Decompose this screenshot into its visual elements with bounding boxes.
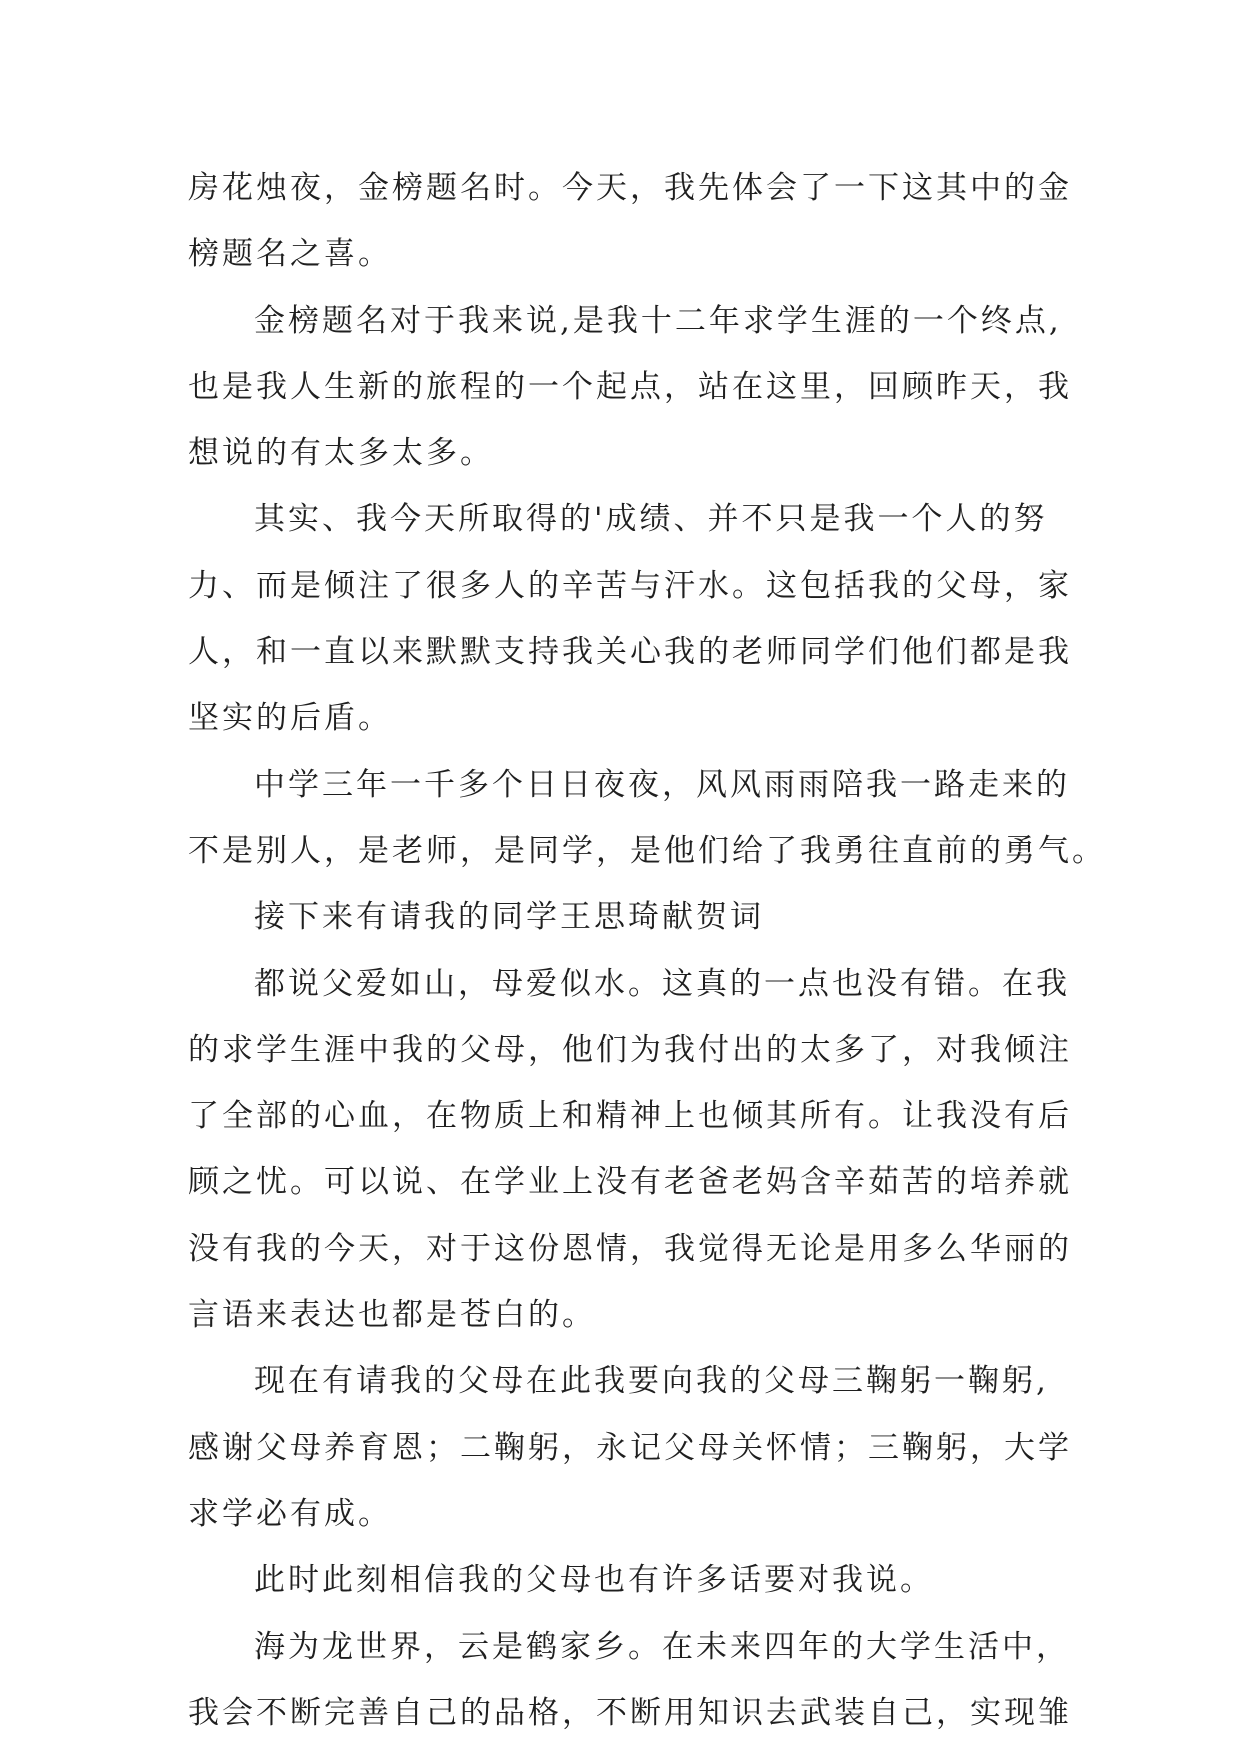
text-line: 没有我的今天，对于这份恩情，我觉得无论是用多么华丽的 bbox=[188, 1230, 1072, 1267]
text-line: 此时此刻相信我的父母也有许多话要对我说。 bbox=[254, 1562, 934, 1599]
text-line: 人，和一直以来默默支持我关心我的老师同学们他们都是我 bbox=[188, 634, 1072, 671]
text-line: 其实、我今天所取得的'成绩、并不只是我一个人的努 bbox=[254, 501, 1048, 538]
text-line: 我会不断完善自己的品格，不断用知识去武装自己，实现雏 bbox=[188, 1694, 1072, 1731]
text-line: 接下来有请我的同学王思琦献贺词 bbox=[254, 899, 764, 936]
text-line: 求学必有成。 bbox=[188, 1495, 392, 1532]
text-line: 现在有请我的父母在此我要向我的父母三鞠躬一鞠躬, bbox=[254, 1363, 1049, 1400]
text-line: 不是别人，是老师，是同学，是他们给了我勇往直前的勇气。 bbox=[188, 832, 1106, 869]
text-line: 也是我人生新的旅程的一个起点，站在这里，回顾昨天，我 bbox=[188, 368, 1072, 405]
text-line: 中学三年一千多个日日夜夜，风风雨雨陪我一路走来的 bbox=[254, 766, 1070, 803]
text-line: 想说的有太多太多。 bbox=[188, 435, 494, 472]
document-body bbox=[188, 155, 1106, 1746]
text-line: 感谢父母养育恩；二鞠躬，永记父母关怀情；三鞠躬，大学 bbox=[188, 1429, 1072, 1466]
text-line: 金榜题名对于我来说,是我十二年求学生涯的一个终点, bbox=[254, 302, 1062, 339]
text-line: 海为龙世界，云是鹤家乡。在未来四年的大学生活中， bbox=[254, 1628, 1070, 1665]
text-line: 力、而是倾注了很多人的辛苦与汗水。这包括我的父母，家 bbox=[188, 567, 1072, 604]
text-line: 顾之忧。可以说、在学业上没有老爸老妈含辛茹苦的培养就 bbox=[188, 1164, 1072, 1201]
text-line: 的求学生涯中我的父母，他们为我付出的太多了，对我倾注 bbox=[188, 1031, 1072, 1068]
text-line: 言语来表达也都是苍白的。 bbox=[188, 1297, 596, 1334]
text-line: 坚实的后盾。 bbox=[188, 700, 392, 737]
text-line: 榜题名之喜。 bbox=[188, 236, 392, 273]
text-line: 了全部的心血，在物质上和精神上也倾其所有。让我没有后 bbox=[188, 1098, 1072, 1135]
text-line: 房花烛夜，金榜题名时。今天，我先体会了一下这其中的金 bbox=[188, 170, 1072, 206]
text-line: 都说父爱如山，母爱似水。这真的一点也没有错。在我 bbox=[254, 965, 1070, 1002]
